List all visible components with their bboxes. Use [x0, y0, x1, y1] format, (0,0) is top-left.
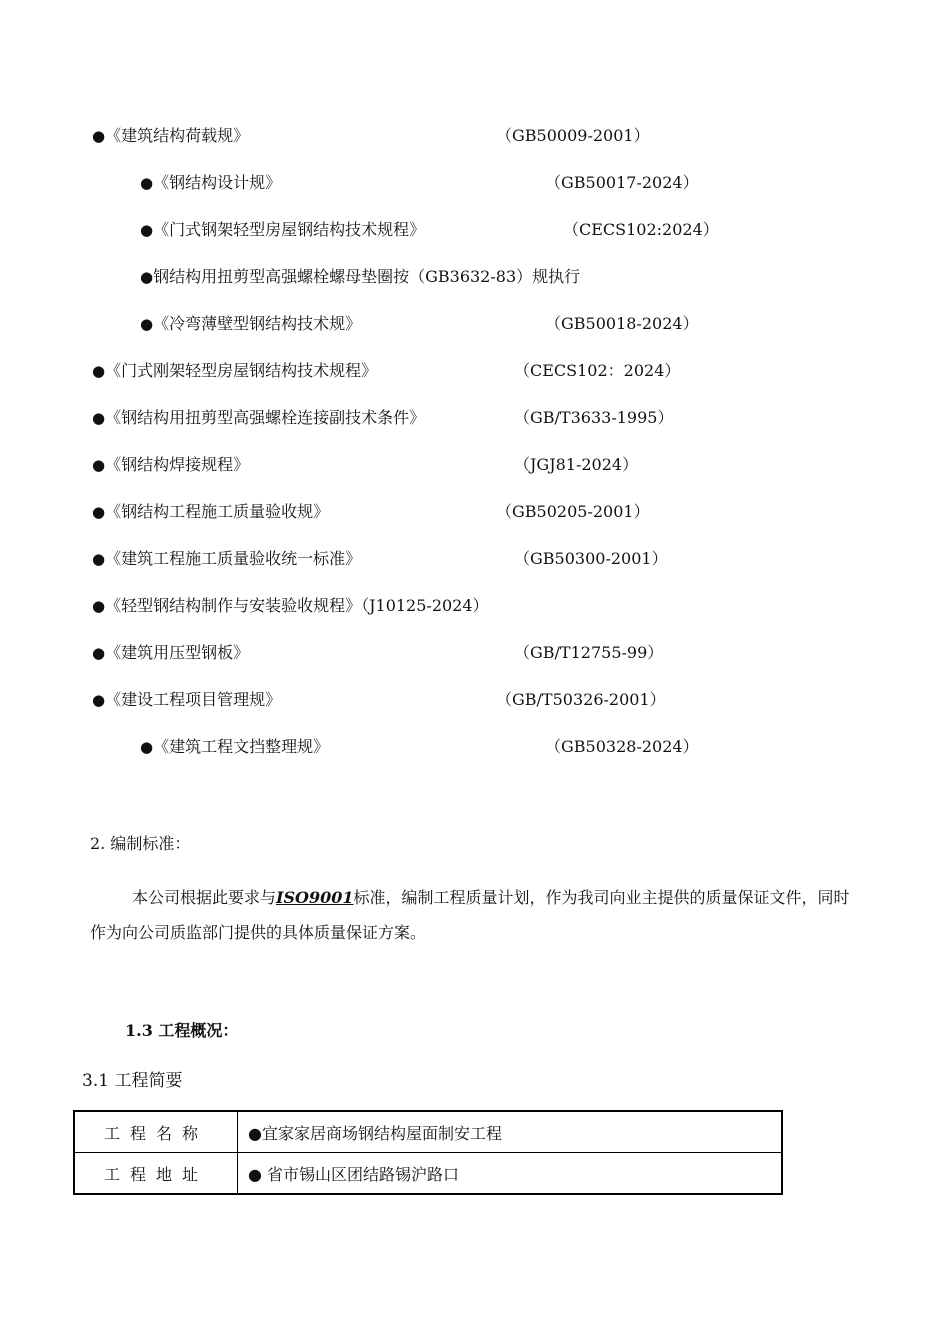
table-label: 工程地址: [74, 1153, 238, 1195]
standard-code: （GB50017-2024）: [545, 173, 699, 192]
table-value: ●宜家家居商场钢结构屋面制安工程: [238, 1111, 783, 1153]
standard-item: [92, 408, 425, 428]
standard-code: （GB/T50326-2001）: [496, 690, 666, 709]
standard-title: 《门式刚架轻型房屋钢结构技术规程》: [105, 361, 378, 380]
standard-item: [92, 596, 489, 616]
section-heading: 2. 编制标准：: [90, 834, 191, 853]
standard-item: [140, 737, 329, 757]
paragraph-text: 标准，编制工程质量计划，作为我司向业主提供的质量保证文件，同时作为向公司质监部门提供的具体质量保证方案。: [90, 888, 850, 942]
bullet-icon: ●: [92, 597, 106, 615]
standard-title: 《建设工程项目管理规》: [105, 690, 282, 709]
standard-code: （GB50300-2001）: [514, 549, 668, 568]
standard-code: （JGJ81-2024）: [514, 455, 639, 474]
bullet-icon: ●: [92, 456, 106, 474]
standard-item: [92, 690, 281, 710]
standard-title: 《冷弯薄壁型钢结构技术规》: [153, 314, 362, 333]
table-value: ● 省市锡山区团结路锡沪路口: [238, 1153, 783, 1195]
standard-code: （CECS102：2024）: [514, 361, 681, 380]
bullet-icon: ●: [92, 362, 106, 380]
table-row: [74, 1111, 782, 1153]
bullet-icon: ●: [92, 127, 106, 145]
section-heading: 1.3 工程概况：: [125, 1021, 239, 1040]
bullet-icon: ●: [140, 738, 154, 756]
standard-title: 《建筑结构荷载规》: [105, 126, 250, 145]
standard-title: 《轻型钢结构制作与安装验收规程》（J10125-2024）: [105, 596, 489, 615]
standard-item: [140, 220, 425, 240]
standard-item: [92, 502, 329, 522]
standard-item: [92, 643, 249, 663]
standard-code: （GB/T12755-99）: [514, 643, 664, 662]
standard-title: 《建筑用压型钢板》: [105, 643, 250, 662]
paragraph: [90, 880, 850, 950]
project-info-table: [73, 1110, 783, 1195]
standard-item: [92, 455, 249, 475]
paragraph-text: 本公司根据此要求与: [132, 888, 277, 907]
table-label: 工程名称: [74, 1111, 238, 1153]
standard-item: [140, 267, 580, 287]
bullet-icon: ●: [140, 221, 154, 239]
standard-code: （CECS102:2024）: [563, 220, 719, 239]
standard-title: 《门式钢架轻型房屋钢结构技术规程》: [153, 220, 426, 239]
standard-item: [140, 314, 361, 334]
standard-item: [92, 549, 361, 569]
standard-title: 《钢结构焊接规程》: [105, 455, 250, 474]
bullet-icon: ●: [92, 409, 106, 427]
bullet-icon: ●: [92, 644, 106, 662]
standard-code: （GB50205-2001）: [496, 502, 650, 521]
standard-title: 《钢结构用扭剪型高强螺栓连接副技术条件》: [105, 408, 426, 427]
bullet-icon: ●: [92, 550, 106, 568]
standard-item: [140, 173, 281, 193]
standard-item: [92, 361, 377, 381]
bullet-icon: ●: [92, 691, 106, 709]
standard-title: 《钢结构设计规》: [153, 173, 282, 192]
standard-title: 《建筑工程文挡整理规》: [153, 737, 330, 756]
standard-code: （GB50009-2001）: [496, 126, 650, 145]
iso-standard: ISO9001: [276, 888, 354, 907]
bullet-icon: ●: [140, 268, 154, 286]
table-row: [74, 1153, 782, 1195]
standard-code: （GB50018-2024）: [545, 314, 699, 333]
standard-title: 钢结构用扭剪型高强螺栓螺母垫圈按（GB3632-83）规执行: [153, 267, 581, 286]
subsection-heading: 3.1 工程简要: [82, 1071, 183, 1091]
bullet-icon: ●: [140, 174, 154, 192]
standard-title: 《建筑工程施工质量验收统一标准》: [105, 549, 362, 568]
bullet-icon: ●: [92, 503, 106, 521]
standard-code: （GB/T3633-1995）: [514, 408, 674, 427]
bullet-icon: ●: [140, 315, 154, 333]
standard-item: [92, 126, 249, 146]
standard-title: 《钢结构工程施工质量验收规》: [105, 502, 330, 521]
standard-code: （GB50328-2024）: [545, 737, 699, 756]
